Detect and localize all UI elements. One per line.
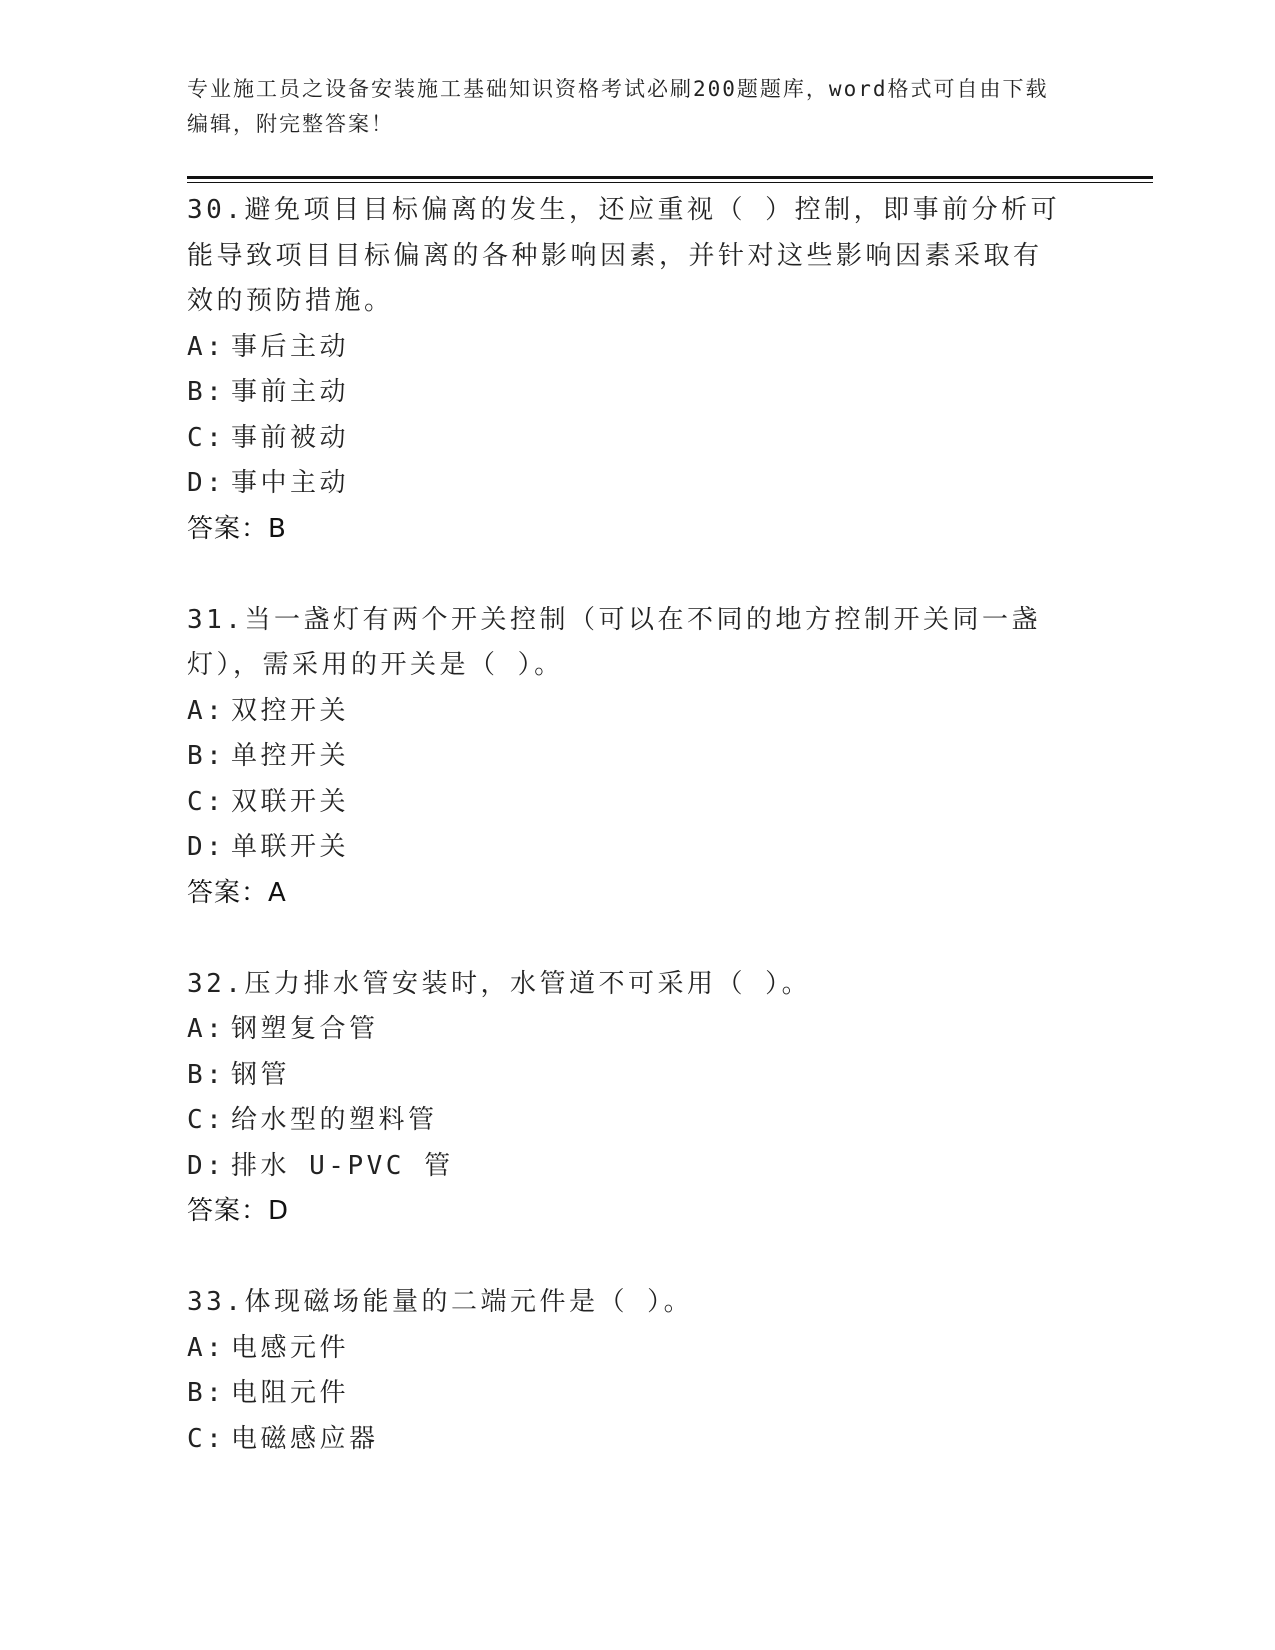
option-a [187, 689, 1067, 735]
option-letter: C: [187, 1105, 226, 1135]
option-text: 钢管 [231, 1059, 291, 1090]
question-31 [187, 598, 1067, 917]
option-letter: C: [187, 1423, 226, 1454]
option-text: 事后主动 [231, 331, 350, 362]
option-text: 电感元件 [231, 1332, 350, 1363]
question-33 [187, 1280, 1067, 1462]
document-header: 专业施工员之设备安装施工基础知识资格考试必刷200题题库，word格式可自由下载编辑，附完整答案！ [187, 77, 1049, 136]
option-text: 排水 U-PVC 管 [231, 1150, 454, 1181]
option-text: 事前被动 [231, 422, 350, 453]
question-spacer [187, 916, 1067, 962]
option-b [187, 1371, 1067, 1417]
option-text: 双联开关 [231, 786, 350, 817]
option-c [187, 1098, 1067, 1144]
option-c [187, 780, 1067, 826]
option-b [187, 734, 1067, 780]
question-text: 31.当一盏灯有两个开关控制（可以在不同的地方控制开关同一盏灯），需采用的开关是（ ）。 [187, 604, 1041, 680]
option-letter: B: [187, 741, 226, 771]
option-text: 给水型的塑料管 [231, 1105, 438, 1135]
option-letter: B: [187, 377, 226, 407]
option-d [187, 461, 1067, 507]
option-letter: C: [187, 786, 226, 817]
header-rule-thick [187, 176, 1153, 179]
question-spacer [187, 552, 1067, 598]
option-a [187, 1007, 1067, 1053]
option-text: 双控开关 [231, 695, 350, 726]
answer-line: 答案：D [187, 1196, 290, 1226]
question-list [187, 188, 1067, 1462]
question-text: 30.避免项目目标偏离的发生，还应重视（ ）控制，即事前分析可能导致项目目标偏离的各种影响因素，并针对这些影响因素采取有效的预防措施。 [187, 195, 1061, 316]
option-text: 电阻元件 [231, 1378, 350, 1408]
option-letter: C: [187, 422, 226, 453]
option-letter: A: [187, 695, 226, 726]
option-letter: A: [187, 1014, 226, 1044]
question-text: 33.体现磁场能量的二端元件是（ ）。 [187, 1287, 694, 1317]
question-spacer [187, 1235, 1067, 1281]
option-c [187, 1417, 1067, 1463]
answer-line: 答案：A [187, 877, 287, 908]
option-d [187, 825, 1067, 871]
option-text: 钢塑复合管 [231, 1014, 379, 1044]
question-32 [187, 962, 1067, 1235]
option-b [187, 1053, 1067, 1099]
option-b [187, 370, 1067, 416]
question-text: 32.压力排水管安装时，水管道不可采用（ ）。 [187, 968, 812, 999]
option-text: 电磁感应器 [231, 1423, 379, 1454]
option-c [187, 416, 1067, 462]
option-letter: D: [187, 832, 226, 862]
question-30 [187, 188, 1067, 552]
option-letter: B: [187, 1378, 226, 1408]
option-letter: D: [187, 468, 226, 498]
option-text: 单控开关 [231, 741, 350, 771]
header-rule-thin [187, 182, 1153, 183]
answer-line: 答案：B [187, 513, 287, 544]
option-letter: A: [187, 331, 226, 362]
option-letter: D: [187, 1150, 226, 1181]
option-a [187, 325, 1067, 371]
option-letter: A: [187, 1332, 226, 1363]
option-text: 事中主动 [231, 468, 350, 498]
option-d [187, 1144, 1067, 1190]
option-letter: B: [187, 1059, 226, 1090]
option-text: 单联开关 [231, 832, 350, 862]
option-text: 事前主动 [231, 377, 350, 407]
option-a [187, 1326, 1067, 1372]
